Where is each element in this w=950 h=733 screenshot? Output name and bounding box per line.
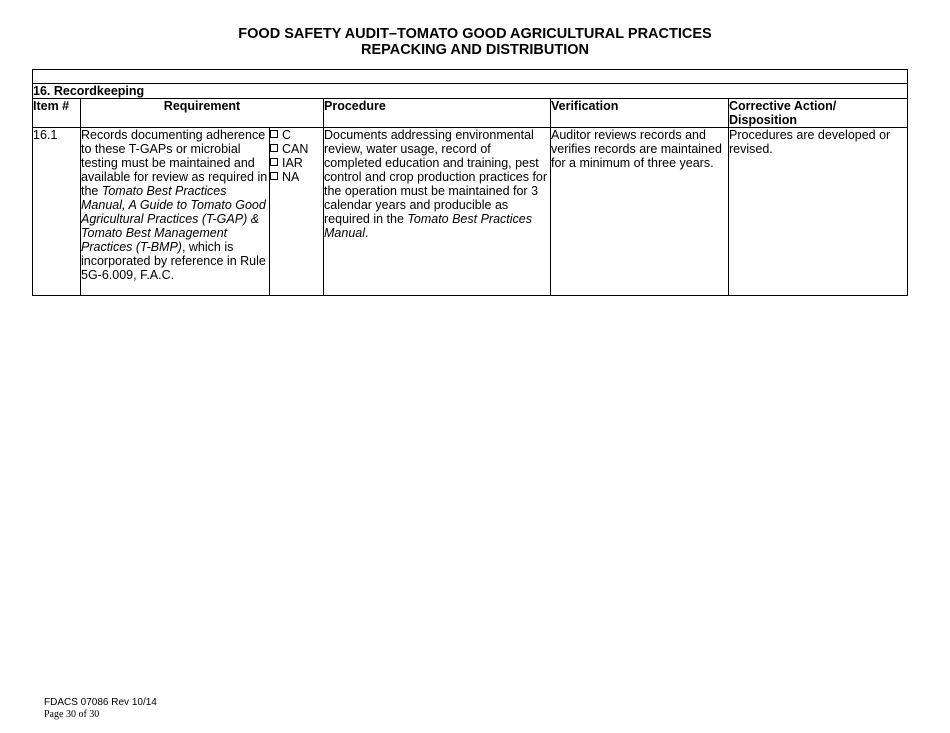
column-header-row	[33, 99, 908, 128]
verification-cell: Auditor reviews records and verifies records are maintained for a minimum of three years.	[551, 128, 729, 296]
requirement-text-2: , which is incorporated by reference in Rule 5G-6.009, F.A.C.	[81, 240, 266, 282]
checkbox-icon[interactable]	[270, 172, 278, 180]
procedure-cell	[324, 128, 551, 296]
status-options	[270, 128, 324, 296]
option-c[interactable]: C	[270, 128, 323, 142]
option-na[interactable]: NA	[270, 170, 323, 184]
requirement-text-1: Records documenting adherence to these T-GAPs or microbial testing must be maintained and available for review as required in the	[81, 128, 268, 198]
section-row	[33, 84, 908, 99]
option-can[interactable]: CAN	[270, 142, 323, 156]
checkbox-icon[interactable]	[270, 144, 278, 152]
corrective-header-line1: Corrective Action/	[729, 99, 837, 113]
requirement-cell	[81, 128, 270, 296]
form-id: FDACS 07086 Rev 10/14	[44, 697, 157, 708]
section-title: 16. Recordkeeping	[33, 84, 908, 99]
option-iar[interactable]: IAR	[270, 156, 323, 170]
document-subtitle: REPACKING AND DISTRIBUTION	[361, 42, 589, 58]
procedure-italic-text: Tomato Best Practices Manual	[324, 212, 532, 240]
procedure-text-1: Documents addressing environmental review, water usage, record of completed education and training, pest control and crop production practices for the operation must be maintained for 3 calendar years and producible as required in the	[324, 128, 548, 226]
procedure-text-2: .	[365, 226, 369, 240]
column-header-verification: Verification	[551, 99, 729, 128]
column-header-corrective-action	[729, 99, 908, 128]
corrective-header-line2: Disposition	[729, 113, 798, 127]
column-header-requirement: Requirement	[81, 99, 324, 128]
document-title: FOOD SAFETY AUDIT–TOMATO GOOD AGRICULTURAL PRACTICES	[238, 26, 712, 42]
item-number: 16.1	[33, 128, 81, 296]
checkbox-icon[interactable]	[270, 158, 278, 166]
audit-table	[32, 69, 908, 296]
checkbox-icon[interactable]	[270, 130, 278, 138]
column-header-item: Item #	[33, 99, 81, 128]
table-row	[33, 128, 908, 296]
column-header-procedure: Procedure	[324, 99, 551, 128]
page-number: Page 30 of 30	[44, 709, 100, 720]
table-blank-row	[33, 70, 908, 84]
requirement-italic-text: Tomato Best Practices Manual, A Guide to Tomato Good Agricultural Practices (T-GAP) & Tomato Best Management Practices (T-BMP)	[81, 184, 266, 254]
corrective-action-cell: Procedures are developed or revised.	[729, 128, 908, 296]
